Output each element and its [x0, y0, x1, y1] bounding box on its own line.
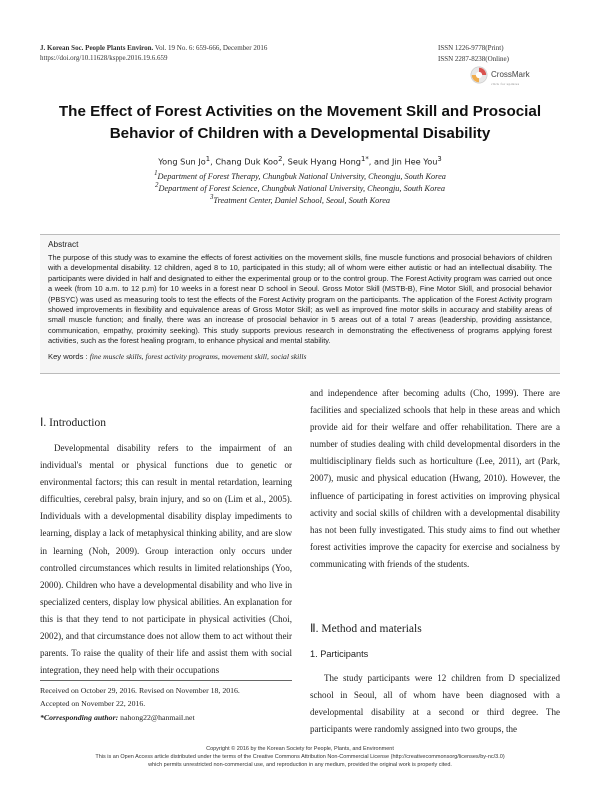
keywords-list: fine muscle skills, forest activity programs, movement skill, social skills [89, 351, 307, 361]
keywords-label: Key words : [48, 351, 88, 361]
volume-info: Vol. 19 No. 6: 659-666, December 2016 [153, 44, 268, 52]
copyright-notice [40, 745, 560, 769]
affiliation-1 [40, 170, 560, 181]
affil-sup: 3 [209, 194, 214, 201]
author-list: Yong Sun Jo$^1$, Chang Duk Koo$^2$, Seuk Hyang Hong$^{1*}$, and Jin Hee You$^3$ [158, 155, 442, 167]
section-heading-methods: Ⅱ. Method and materials [310, 623, 422, 635]
received-date: Received on October 29, 2016. Revised on November 18, 2016. [40, 686, 240, 695]
crossmark-icon [470, 66, 488, 84]
crossmark-label: CrossMark [491, 70, 530, 79]
section-heading-introduction: Ⅰ. Introduction [40, 417, 106, 429]
affiliation-3 [40, 194, 560, 205]
abstract-box [40, 234, 560, 374]
issn-block [438, 43, 509, 64]
journal-header [40, 43, 267, 63]
crossmark-badge[interactable] [470, 64, 540, 86]
accepted-date: Accepted on November 22, 2016. [40, 699, 146, 709]
affil-text: Treatment Center, Daniel School, Seoul, South Korea [213, 195, 391, 205]
article-title [30, 101, 570, 145]
title-line-1: The Effect of Forest Activities on the Movement Skill and Prosocial [58, 103, 542, 120]
author-sup: 2 [278, 155, 283, 163]
author-name: Chang Duk Koo [215, 156, 279, 167]
abstract-text: The purpose of this study was to examine the effects of forest activities on the movement skills, fine muscle functions and prosocial behaviors of children with a developmental disability. 12 children, aged 8 to 10, participated in this study; all of whom were either autistic or had an intellectual disability. The participants were divided in half and designated to either the experimental group or to the control group. The Forest Activity program was carried out once a week (from 10 a.m. to 12 p.m) for 10 weeks in a forest near D school in Seoul. Gross Motor Skill (MSTB-B), Fine Motor Skill, and prosocial behavior (PBSYC) was used as measuring tools to test the effects of the Forest Activity program on the participants. The application of the Forest Activity program showed improvements in flexibility and equivalence areas of Gross Motor Skill; as well as improved fine motor skills in accuracy and stability areas of small muscle function; and finally, there was an increase of prosocial behavior in 5 areas out of a total 7 areas (leadership, providing assistance, communication, empathy, proximity seeking). This study supports previous research in demonstrating the effectiveness of programs applying forest activities, such as the forest healing program, to enhance physical and mental stability. [48, 253, 552, 346]
affiliation-2 [40, 182, 560, 193]
footnote [40, 684, 292, 724]
right-column [310, 385, 560, 573]
copyright-line-2: This is an Open Access article distributed under the terms of the Creative Commons Attribution Non-Commercial License (http://creativecommonsorg/licenses/by-nc/3.0) [95, 754, 505, 761]
copyright-line-1: Copyright © 2016 by the Korean Society for People, Plants, and Environment [206, 746, 394, 752]
footnote-divider [40, 680, 292, 681]
author-sup: 1 [205, 155, 211, 163]
author-name: Yong Sun Jo [158, 156, 206, 167]
affil-text: Department of Forest Science, Chungbuk National University, Cheongju, South Korea [158, 183, 445, 193]
doi-link[interactable]: https://doi.org/10.11628/ksppe.2016.19.6.659 [40, 54, 168, 62]
crossmark-sublabel: click for updates [491, 82, 520, 86]
intro-text-1: Developmental disability refers to the impairment of an individual's mental or physical functions due to genetic or environmental factors; this can result in mental retardation, learning difficulties, cerebral palsy, brain injury, and so on (Lim et al., 2005). Individuals with a developmental disability display impediments to learning, display a lack of metaphysical thinking ability, and are slow in learning (Noh, 2009). Group interaction only occurs under controlled circumstances which results in limited relationships (Yoo, 2000). Children who have a developmental disability and who live in specialized centers, display low physical abilities. An explanation for this is that they tend to not participate in physical activities (Choi, 2002), and that circumstance does not allow them to act without their parents. To raise the quality of their life and assist them with social integration, they need help with their occupations [40, 443, 292, 676]
methods-text-1: The study participants were 12 children from D specialized school in Seoul, all of whom have been diagnosed with a developmental disability at a second or third degree. The participants were randomly assigned into two groups, the [310, 673, 560, 735]
journal-name: J. Korean Soc. People Plants Environ. [40, 44, 154, 52]
corr-email[interactable]: nahong22@hanmail.net [118, 712, 195, 722]
corresponding-author [40, 711, 292, 724]
subsection-participants: 1. Participants [310, 649, 369, 659]
author-sup: 1* [360, 155, 369, 163]
affil-text: Department of Forest Therapy, Chungbuk National University, Cheongju, South Korea [157, 171, 446, 181]
issn-print: ISSN 1226-9778(Print) [438, 44, 504, 52]
abstract-title: Abstract [48, 239, 79, 249]
author-sup: 3 [437, 155, 442, 163]
intro-text-2: and independence after becoming adults (Cho, 1999). There are facilities and specialized schools that help in these areas and which provide aid for their welfare and offer rehabilitation. There are a number of studies dealing with child developmental disorders in the multidisciplinary fields such as horticulture (Lee, 2011), art (Park, 2007), music and physical education (Hwang, 2010). However, the influence of participating in forest activities on improving physical activity and social skills of children with a developmental disability has not been fully investigated. This study aims to find out whether forest activities improve the capacity for exercise and socialness by communicating with friends of the students. [310, 388, 560, 569]
corr-label: *Corresponding author: [40, 712, 119, 722]
author-name: Jin Hee You [391, 156, 438, 167]
affil-sup: 1 [154, 170, 158, 177]
intro-paragraph-1 [40, 440, 292, 679]
copyright-line-3: which permits unrestricted non-commercial use, and reproduction in any medium, provided the original work is properly cited. [148, 762, 452, 769]
methods-paragraph-1 [310, 670, 560, 738]
affil-sup: 2 [155, 182, 159, 189]
keywords [48, 352, 552, 361]
author-name: Seuk Hyang Hong [287, 156, 361, 167]
title-line-2: Behavior of Children with a Developmental Disability [109, 125, 491, 142]
issn-online: ISSN 2287-8238(Online) [438, 54, 509, 63]
author-and: and [373, 156, 390, 167]
